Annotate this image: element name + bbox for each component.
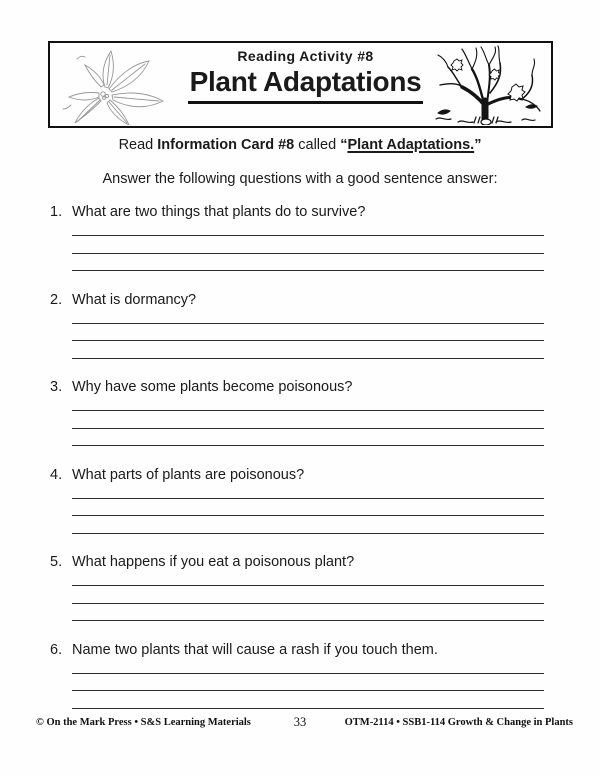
question-text: Name two plants that will cause a rash if you touch them. — [72, 641, 438, 658]
question-row — [50, 290, 544, 310]
question-number: 2. — [50, 291, 63, 308]
question-list — [50, 202, 544, 727]
open-quote: “ — [340, 137, 348, 153]
answer-line — [72, 499, 544, 517]
question-block — [50, 202, 544, 271]
answer-line — [72, 324, 544, 342]
question-row — [50, 640, 544, 660]
activity-label: Reading Activity #8 — [237, 48, 374, 64]
answer-line — [72, 660, 544, 674]
card-title-quoted — [340, 137, 481, 153]
card-title: Plant Adaptations. — [347, 137, 475, 153]
question-block — [50, 552, 544, 621]
answer-line — [72, 310, 544, 324]
close-quote: ” — [474, 137, 482, 153]
answer-line — [72, 674, 544, 692]
question-number: 5. — [50, 554, 63, 570]
information-card-label: Information Card #8 — [157, 137, 295, 153]
question-text: What is dormancy? — [72, 291, 197, 308]
read-prefix: Read — [118, 137, 158, 153]
page-footer — [0, 715, 600, 731]
question-text: What are two things that plants do to survive? — [72, 204, 366, 220]
bare-tree-icon — [428, 45, 548, 125]
question-text: What happens if you eat a poisonous plant? — [72, 554, 355, 570]
question-block — [50, 377, 544, 446]
answer-lines — [72, 572, 544, 621]
header-box — [48, 41, 553, 128]
answer-line — [72, 222, 544, 236]
question-row — [50, 377, 544, 397]
question-row — [50, 552, 544, 572]
footer-product-code: OTM-2114 • SSB1-114 Growth & Change in Plants — [344, 717, 573, 728]
answer-line — [72, 397, 544, 411]
answer-line — [72, 254, 544, 272]
footer-copyright: © On the Mark Press • S&S Learning Materials — [36, 717, 251, 728]
answer-line — [72, 586, 544, 604]
page-number: 33 — [293, 715, 307, 729]
leaves-sketch-icon — [55, 45, 187, 125]
question-text: Why have some plants become poisonous? — [72, 379, 353, 395]
answer-lines — [72, 310, 544, 359]
question-block — [50, 465, 544, 534]
answer-line — [72, 604, 544, 622]
question-number: 6. — [50, 641, 63, 658]
question-block — [50, 640, 544, 709]
read-instruction — [0, 137, 600, 154]
answer-line — [72, 429, 544, 447]
answer-line — [72, 572, 544, 586]
answer-lines — [72, 222, 544, 271]
question-row — [50, 202, 544, 222]
answer-instruction: Answer the following questions with a good sentence answer: — [102, 171, 498, 187]
answer-line — [72, 411, 544, 429]
question-row — [50, 465, 544, 485]
question-number: 3. — [50, 379, 63, 395]
answer-lines — [72, 660, 544, 709]
answer-lines — [72, 397, 544, 446]
answer-line — [72, 485, 544, 499]
question-number: 1. — [50, 204, 63, 220]
answer-line — [72, 691, 544, 709]
question-text: What parts of plants are poisonous? — [72, 466, 305, 483]
question-block — [50, 290, 544, 359]
answer-line — [72, 236, 544, 254]
answer-line — [72, 341, 544, 359]
answer-lines — [72, 485, 544, 534]
read-middle: called — [294, 137, 341, 153]
page-title: Plant Adaptations — [188, 67, 424, 104]
answer-line — [72, 516, 544, 534]
question-number: 4. — [50, 466, 63, 483]
